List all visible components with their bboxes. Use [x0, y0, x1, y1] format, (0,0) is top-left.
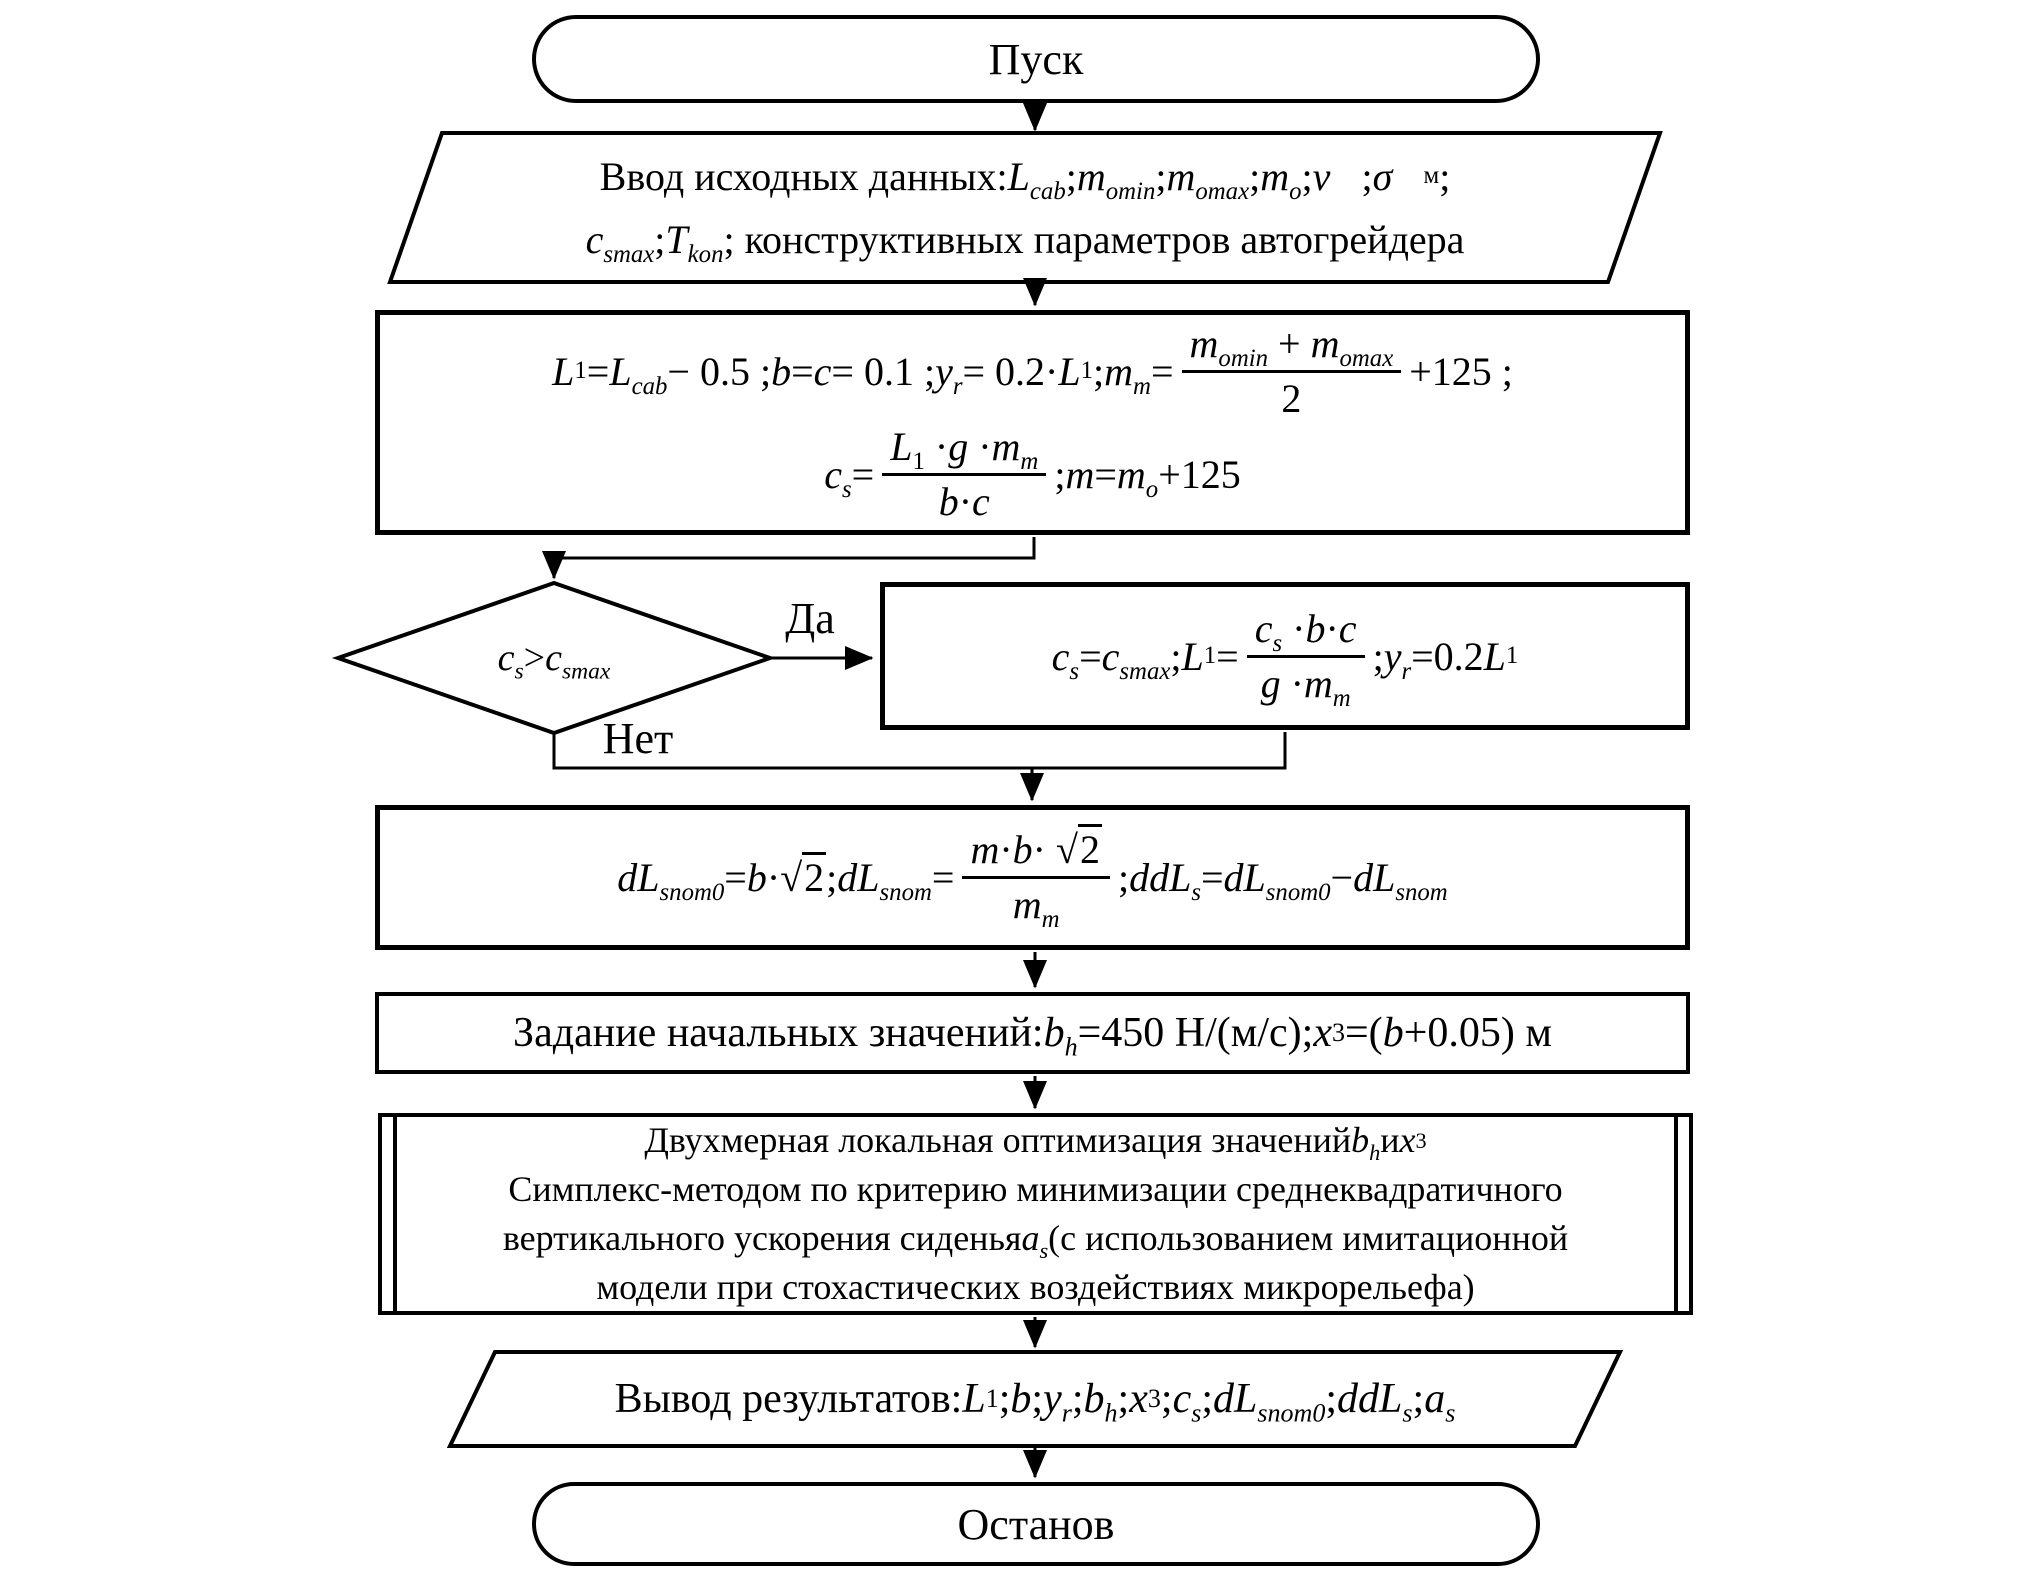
- optimization-line1: Двухмерная локальная оптимизация значений $b_h$ и x 3: [644, 1120, 1427, 1166]
- end-label: Останов: [957, 1499, 1115, 1549]
- input-data-line2: $c_{smax}$ ; $T_{kon}$ ; конструктивных параметров автогрейдера: [585, 217, 1465, 269]
- input-data-line1: Ввод исходных данных: $L_{cab}$ ; $m_{omin}$ ; $m_{omax}$ ; $m_o$ ; v⃗ ; σ⃗ м ;: [599, 153, 1451, 205]
- dl-formulas-line: $dL_{snom0}$ = b · √2 ; $dL_{snom}$ = $\frac{m\cdot b\cdot √2}{m_m}$ ; ddL$_s$ = $dL_{snom0}$ − $dL_{snom}$: [617, 826, 1447, 929]
- connector-init-to-decision: [554, 537, 1034, 578]
- clamp-formulas-line: $c_s$ = $c_{smax}$ ; L 1 = $\frac{c_s \cdot b\cdot c}{g \cdot m_m}$ ; $y_r$ =0.2 L 1: [1051, 605, 1519, 712]
- init-formulas-line1: L 1 = $L_{cab}$ − 0.5 ; b = c = 0.1 ; $y_r$ = 0.2· L 1 ; $m_m$ = $\frac{m_{omin} + m_{omax}}{2}$ +125 ;: [552, 320, 1513, 421]
- optimization-line2: Симплекс-методом по критерию минимизации среднеквадратичного: [508, 1169, 1563, 1209]
- edge-label-no: Нет: [602, 713, 674, 763]
- init-values-line: Задание начальных значений: $b_h$ =450 Н/(м/с); x 3 =( b +0.05) м: [513, 1010, 1552, 1062]
- edge-label-yes: Да: [785, 593, 835, 643]
- start-label: Пуск: [988, 34, 1084, 84]
- optimization-line4: модели при стохастических воздействиях микрорельефа): [596, 1267, 1475, 1307]
- init-formulas-line2: $c_s$ = $\frac{L_1 \cdot g \cdot m_m}{b\cdot c}$ ; m = $m_o$ +125: [824, 423, 1241, 524]
- optimization-line3: вертикального ускорения сиденья $a_s$ (с использованием имитационной: [502, 1218, 1569, 1264]
- output-results-line: Вывод результатов: L 1 ; b ; $y_r$ ; $b_h$ ; x 3 ; $c_s$ ; $dL_{snom0}$ ; ddL$_s$ ; $a_s$: [614, 1376, 1456, 1428]
- decision-label: $c_s$ > $c_{smax}$: [497, 637, 611, 685]
- connector-decision-no-merge: [554, 732, 1285, 768]
